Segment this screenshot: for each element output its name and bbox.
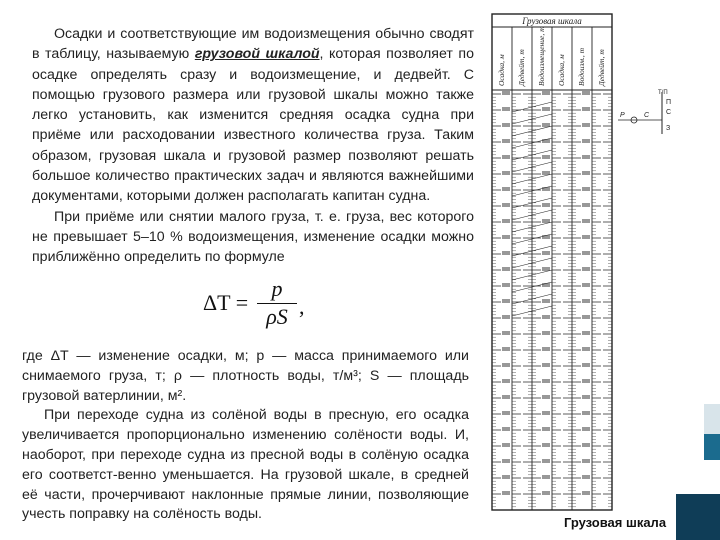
scale-header-title: Грузовая шкала: [522, 16, 582, 26]
cargo-scale-drawing: [490, 12, 686, 512]
formula-lhs: ΔT =: [203, 290, 249, 315]
gauge-mark-c: С: [666, 109, 672, 116]
explanation-text-2: При переходе судна из солёной воды в пресную, его осадка увеличивается пропорционально изменению солёности воды. И, наоборот, при переходе судна из пресной воды в солёную осадка его соответст-венно уменьшается. На грузовой шкале, в средней её части, прочерчивают наклонные прямые линии, позволяющие учесть поправку на солёность воды.: [22, 407, 469, 523]
decor-bar-dark: [676, 494, 720, 540]
decor-bar-light: [704, 404, 720, 434]
paragraph-explanation: [22, 347, 469, 525]
intro-text-1: Осадки и соответствующие им водоизмещения обычно сводят в таблицу, называемую: [32, 26, 474, 63]
draft-formula: [203, 276, 313, 336]
intro-text-2: , которая позволяет по осадке определять сразу и водоизмещение, и дедвейт. С помощью грузового размера или грузовой шкалы можно также легко установить, как изменится средняя осадка судна при приёме или расходовании известного количества груза. Таким образом, грузовая шкала и грузовой размер позволяют решать большое количество практических задач и являются важнейшими документами, которыми должен располагать капитан судна.: [32, 46, 474, 205]
explanation-text-1: где ΔT — изменение осадки, м; p — масса принимаемого или снимаемого груза, т; ρ — плотность воды, т/м³; S — площадь грузовой ватерлинии, м².: [22, 348, 469, 404]
scale-column-header: Водоизм., т: [577, 47, 586, 86]
scale-column-header: Дедвейт, т: [597, 49, 606, 86]
scale-column-header: Осадка, м: [497, 54, 506, 86]
scale-column-header: Дедвейт, т: [517, 49, 526, 86]
cargo-scale-figure: [490, 12, 686, 512]
term-cargo-scale: грузовой шкалой: [194, 46, 320, 63]
draft-mark-gauge: [618, 90, 671, 134]
gauge-mark-z: З: [666, 125, 671, 132]
formula-fraction: [257, 276, 297, 330]
formula-numerator: p: [257, 276, 297, 304]
gauge-mark-p: П: [666, 99, 672, 106]
formula-comma: ,: [299, 294, 305, 319]
intro-text-3: При приёме или снятии малого груза, т. е. груза, вес которого не превышает 5–10 % водоизмещения, изменение осадки можно приближённо определить по формуле: [32, 208, 474, 266]
formula-denominator: ρS: [266, 304, 288, 329]
gauge-mark-tp: Т/П: [658, 90, 668, 96]
decor-bar-accent: [704, 434, 720, 460]
gauge-label-c: C: [644, 112, 650, 119]
scale-column-header: Осадка, м: [557, 54, 566, 86]
gauge-label-p: P: [620, 112, 625, 119]
paragraph-intro: [32, 24, 474, 268]
scale-column-header: Водоизмещение, т: [537, 26, 546, 86]
figure-caption: Грузовая шкала: [563, 515, 667, 530]
